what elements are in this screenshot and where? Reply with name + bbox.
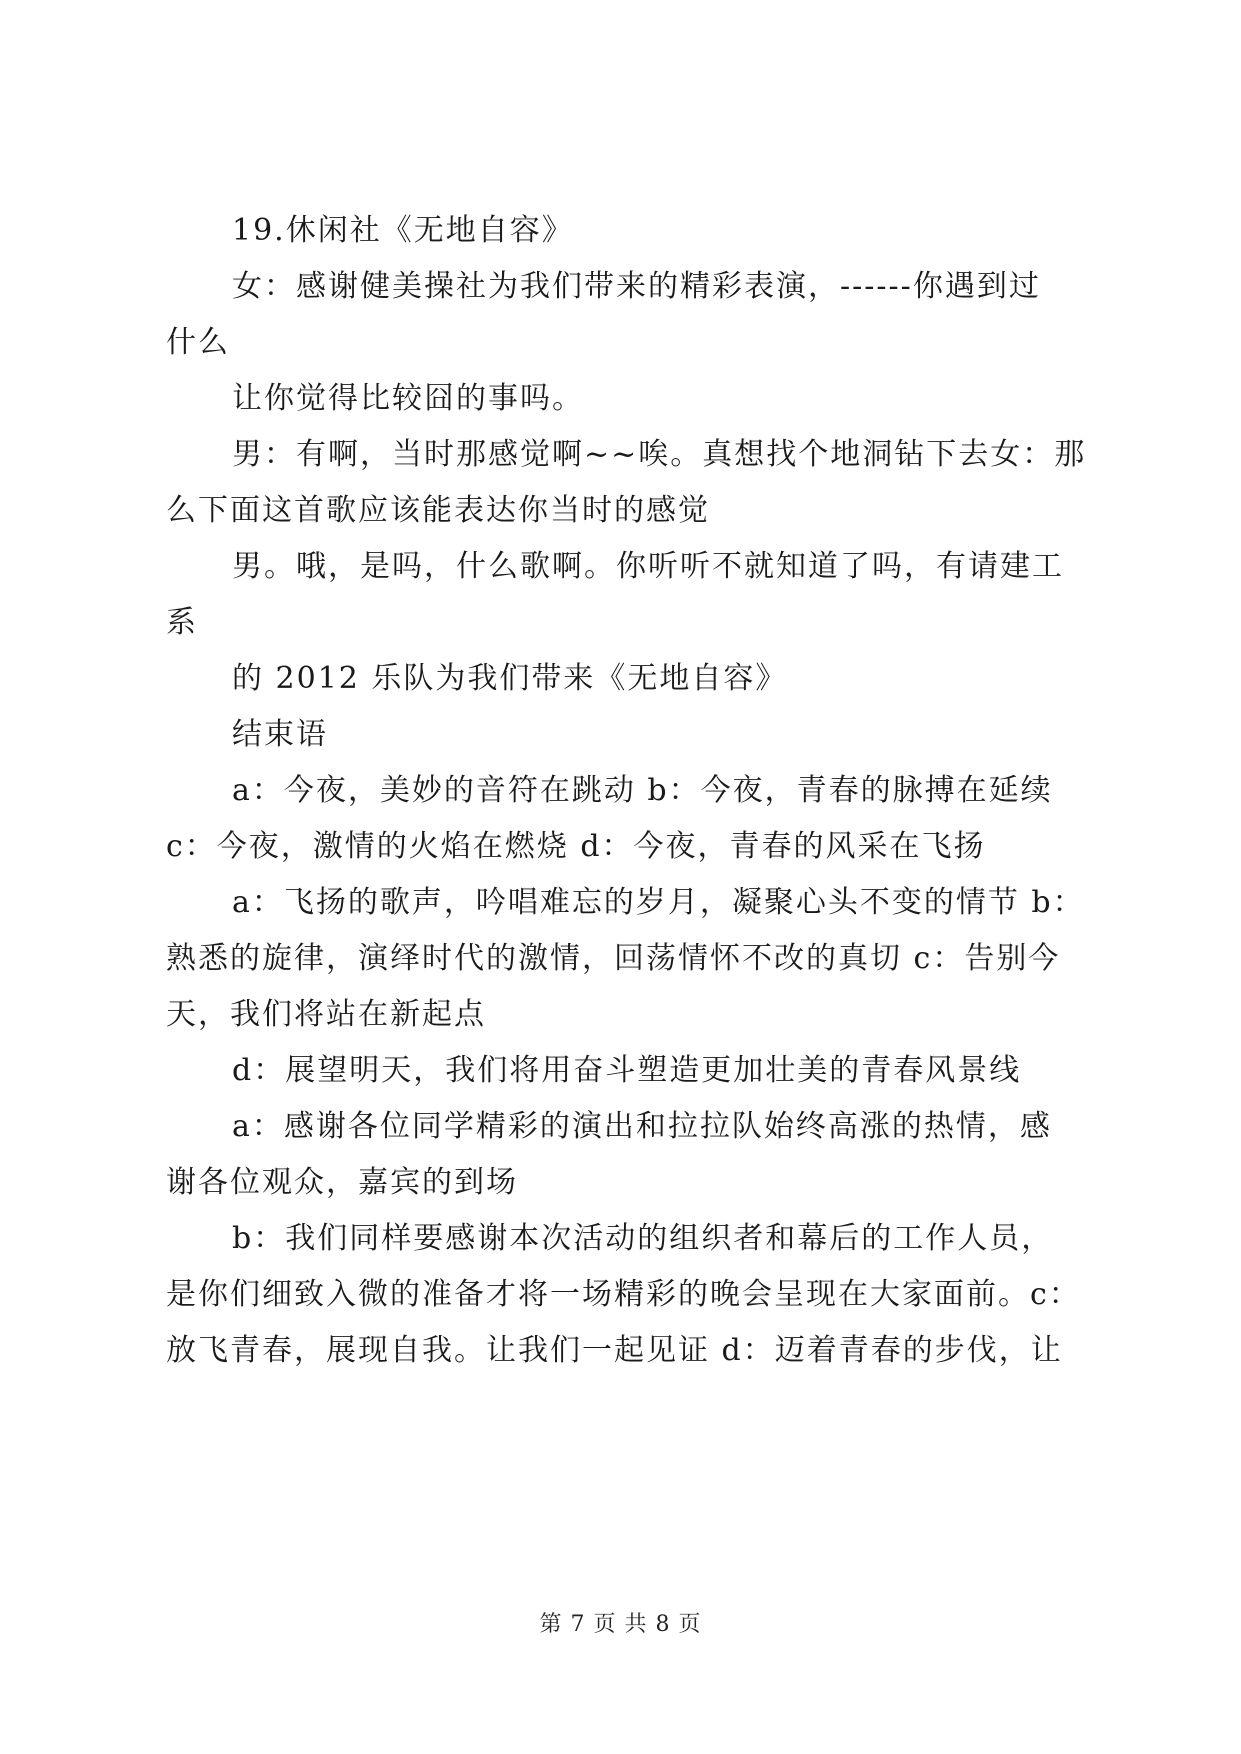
section-heading: 结束语 [232, 717, 328, 752]
text-line: 么下面这首歌应该能表达你当时的感觉 [166, 493, 710, 528]
text-line: 熟悉的旋律，演绎时代的激情，回荡情怀不改的真切 c：告别今 [166, 941, 1061, 976]
page-number-footer: 第 7 页 共 8 页 [539, 1612, 702, 1637]
text-line: 男。哦，是吗，什么歌啊。你听听不就知道了吗，有请建工 [232, 549, 1064, 584]
text-line: a：今夜，美妙的音符在跳动 b：今夜，青春的脉搏在延续 [232, 773, 1053, 808]
text-line: 的 2012 乐队为我们带来《无地自容》 [232, 661, 788, 696]
text-line: b：我们同样要感谢本次活动的组织者和幕后的工作人员， [232, 1221, 1054, 1256]
text-line: 让你觉得比较囧的事吗。 [232, 381, 584, 416]
text-line: 什么 [166, 325, 230, 360]
text-line: d：展望明天，我们将用奋斗塑造更加壮美的青春风景线 [232, 1053, 1022, 1088]
text-line: 是你们细致入微的准备才将一场精彩的晚会呈现在大家面前。c： [166, 1277, 1081, 1312]
text-line: a：感谢各位同学精彩的演出和拉拉队始终高涨的热情，感 [232, 1109, 1052, 1144]
heading-line: 19.休闲社《无地自容》 [232, 213, 574, 248]
text-line: 谢各位观众，嘉宾的到场 [166, 1165, 518, 1200]
text-line: c：今夜，激情的火焰在燃烧 d：今夜，青春的风采在飞扬 [166, 829, 986, 864]
text-line: 放飞青春，展现自我。让我们一起见证 d：迈着青春的步伐，让 [166, 1333, 1063, 1368]
text-line: 系 [166, 605, 198, 640]
text-line: 女：感谢健美操社为我们带来的精彩表演，------你遇到过 [232, 269, 1041, 304]
text-line: 天，我们将站在新起点 [166, 997, 486, 1032]
text-line: a：飞扬的歌声，吟唱难忘的岁月，凝聚心头不变的情节 b： [232, 885, 1085, 920]
text-line: 男：有啊，当时那感觉啊~~唉。真想找个地洞钻下去女：那 [232, 437, 1087, 472]
